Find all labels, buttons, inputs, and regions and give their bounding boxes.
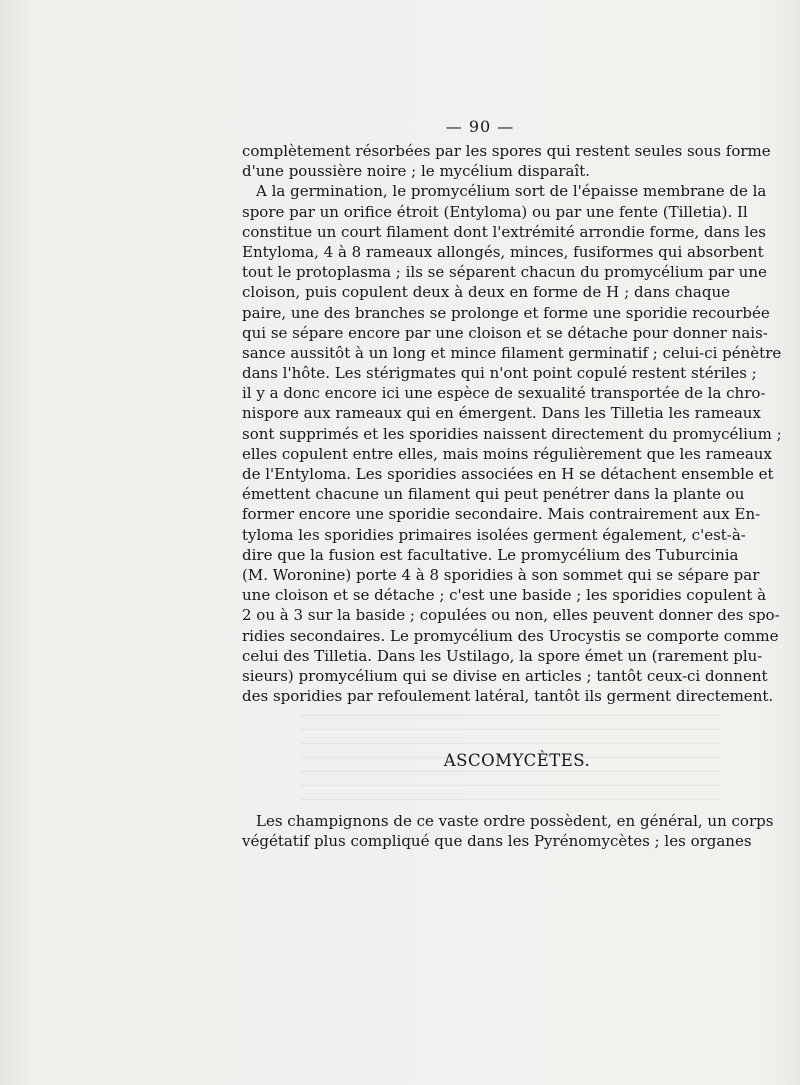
text-line: dans l'hôte. Les stérigmates qui n'ont point copulé restent stériles ; (242, 364, 757, 383)
section-heading: ASCOMYCÈTES. (443, 751, 591, 770)
text-line: ridies secondaires. Le promycélium des Urocystis se comporte comme (242, 626, 779, 645)
text-line: des sporidies par refoulement latéral, tantôt ils germent directement. (242, 687, 774, 706)
text-line: celui des Tilletia. Dans les Ustilago, la spore émet un (rarement plu- (242, 646, 763, 665)
text-line: spore par un orifice étroit (Entyloma) ou par une fente (Tilletia). Il (242, 202, 748, 221)
text-line: d'une poussière noire ; le mycélium disparaît. (242, 162, 591, 181)
text-line: nispore aux rameaux qui en émergent. Dans les Tilletia les rameaux (242, 404, 761, 423)
text-line: sieurs) promycélium qui se divise en articles ; tantôt ceux-ci donnent (242, 666, 768, 685)
text-line: qui se sépare encore par une cloison et se détache pour donner nais- (242, 323, 768, 342)
text-line: tout le protoplasma ; ils se séparent chacun du promycélium par une (242, 263, 767, 282)
text-line: Les champignons de ce vaste ordre possèdent, en général, un corps (256, 812, 774, 830)
text-line: émettent chacune un filament qui peut penétrer dans la plante ou (242, 485, 745, 504)
text-line: Entyloma, 4 à 8 rameaux allongés, minces, fusiformes qui absorbent (242, 242, 764, 261)
text-line: tyloma les sporidies primaires isolées germent également, c'est-à- (242, 525, 746, 544)
text-line: il y a donc encore ici une espèce de sexualité transportée de la chro- (242, 384, 766, 403)
body-text-continued (242, 811, 774, 851)
text-line: 2 ou à 3 sur la baside ; copulées ou non, elles peuvent donner des spo- (242, 606, 780, 625)
text-line: (M. Woronine) porte 4 à 8 sporidies à son sommet qui se sépare par (242, 565, 760, 584)
text-line: former encore une sporidie secondaire. Mais contrairement aux En- (242, 505, 761, 524)
text-line: sance aussitôt à un long et mince filament germinatif ; celui-ci pénètre (242, 343, 782, 362)
text-line: cloison, puis copulent deux à deux en forme de H ; dans chaque (242, 283, 730, 302)
body-text (242, 141, 782, 706)
text-line: paire, une des branches se prolonge et forme une sporidie recourbée (242, 303, 770, 322)
page-number: — 90 — (445, 117, 515, 136)
text-line: elles copulent entre elles, mais moins régulièrement que les rameaux (242, 444, 772, 463)
text-line: de l'Entyloma. Les sporidies associées en H se détachent ensemble et (242, 465, 774, 483)
text-line: végétatif plus compliqué que dans les Pyrénomycètes ; les organes (242, 832, 752, 851)
text-line: une cloison et se détache ; c'est une baside ; les sporidies copulent à (242, 586, 767, 605)
text-line: complètement résorbées par les spores qui restent seules sous forme (242, 142, 771, 160)
text-line: sont supprimés et les sporidies naissent directement du promycélium ; (242, 424, 782, 443)
text-line: dire que la fusion est facultative. Le promycélium des Tuburcinia (242, 545, 739, 564)
text-line: constitue un court filament dont l'extrémité arrondie forme, dans les (242, 222, 766, 241)
text-line: A la germination, le promycélium sort de l'épaisse membrane de la (256, 182, 767, 201)
